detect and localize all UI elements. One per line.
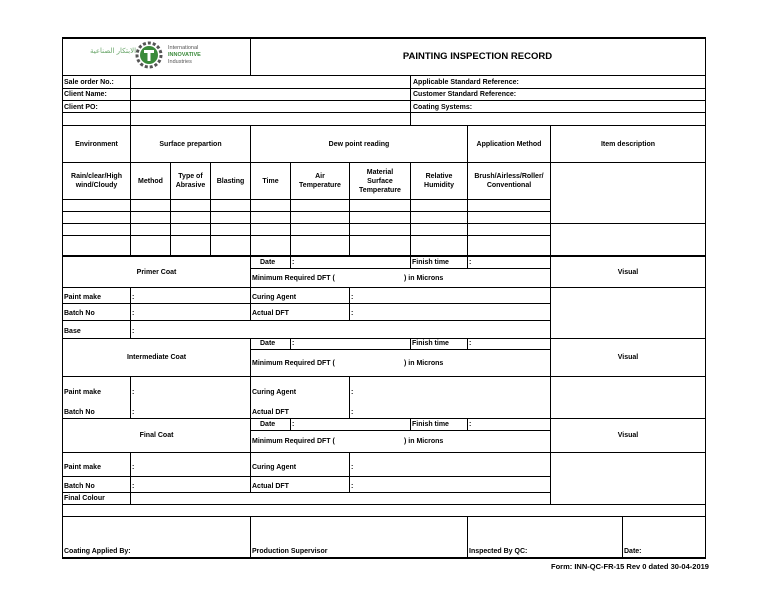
primer-batch-colon: :	[132, 310, 135, 317]
primer-curing-colon: :	[351, 294, 354, 301]
final-paint-make-label: Paint make	[64, 464, 101, 471]
surface-preparation-header: Surface prepartion	[159, 140, 222, 148]
application-method-header: Application Method	[476, 140, 542, 148]
logo-english-text	[168, 45, 201, 66]
intermediate-batch-no-label: Batch No	[64, 409, 95, 416]
final-colour-label: Final Colour	[64, 495, 105, 502]
primer-actual-colon: :	[351, 310, 354, 317]
application-type-column-header: Brush/Airless/Roller/ Conventional	[474, 173, 544, 189]
primer-coat-label: Primer Coat	[136, 268, 177, 276]
final-microns-label: ) in Microns	[404, 438, 444, 445]
air-temperature-column-header: Air Temperature	[299, 173, 341, 189]
intermediate-finish-colon: :	[469, 340, 472, 347]
gear-icon	[134, 40, 164, 70]
intermediate-microns-label: ) in Microns	[404, 360, 444, 367]
final-min-dft-label: Minimum Required DFT (	[252, 438, 335, 445]
final-curing-colon: :	[351, 464, 354, 471]
primer-date-colon: :	[292, 259, 295, 266]
final-finish-colon: :	[469, 421, 472, 428]
abrasive-column-header: Type of Abrasive	[175, 173, 206, 189]
intermediate-paint-make-colon: :	[132, 389, 135, 396]
company-logo	[90, 40, 240, 72]
client-name-label: Client Name:	[64, 91, 107, 98]
logo-line-1: International	[168, 45, 199, 51]
primer-base-label: Base	[64, 328, 81, 335]
final-coat-label: Final Coat	[139, 432, 174, 439]
intermediate-actual-colon: :	[351, 409, 354, 416]
final-date-label: Date	[260, 421, 276, 428]
client-po-label: Client PO:	[64, 104, 98, 111]
primer-visual-label: Visual	[617, 268, 639, 276]
primer-actual-dft-label: Actual DFT	[252, 310, 289, 317]
intermediate-date-label: Date	[260, 340, 276, 347]
intermediate-actual-dft-label: Actual DFT	[252, 409, 289, 416]
primer-finish-colon: :	[469, 259, 472, 266]
inspected-by-label: Inspected By QC:	[469, 548, 528, 555]
primer-base-colon: :	[132, 328, 135, 335]
logo-arabic-text: الابتكار الصناعية	[90, 47, 137, 55]
intermediate-finish-time-label: Finish time	[412, 340, 449, 347]
coating-systems-label: Coating Systems:	[413, 104, 473, 111]
final-paint-make-colon: :	[132, 464, 135, 471]
signature-date-label: Date:	[624, 548, 642, 555]
final-batch-colon: :	[132, 483, 135, 490]
intermediate-paint-make-label: Paint make	[64, 389, 101, 396]
method-column-header: Method	[138, 177, 163, 185]
production-supervisor-label: Production Supervisor	[252, 548, 328, 555]
intermediate-date-colon: :	[292, 340, 295, 347]
intermediate-curing-agent-label: Curing Agent	[252, 389, 297, 396]
intermediate-curing-colon: :	[351, 389, 354, 396]
intermediate-batch-colon: :	[132, 409, 135, 416]
intermediate-coat-label: Intermediate Coat	[126, 354, 187, 361]
primer-batch-no-label: Batch No	[64, 310, 95, 317]
final-date-colon: :	[292, 421, 295, 428]
primer-finish-time-label: Finish time	[412, 259, 449, 266]
blasting-column-header: Blasting	[216, 177, 245, 185]
sale-order-label: Sale order No.:	[64, 79, 114, 86]
final-actual-dft-label: Actual DFT	[252, 483, 289, 490]
applicable-standard-label: Applicable Standard Reference:	[413, 79, 519, 86]
form-reference: Form: INN-QC-FR-15 Rev 0 dated 30-04-2019	[551, 562, 709, 571]
coating-applied-by-label: Coating Applied By:	[64, 548, 131, 555]
environment-header: Environment	[75, 140, 118, 148]
weather-column-header: Rain/clear/High wind/Cloudy	[71, 173, 122, 189]
intermediate-min-dft-label: Minimum Required DFT (	[252, 360, 335, 367]
primer-curing-agent-label: Curing Agent	[252, 294, 297, 301]
humidity-column-header: Relative Humidity	[424, 173, 454, 189]
surface-temperature-column-header: Material Surface Temperature	[359, 168, 401, 194]
primer-paint-make-colon: :	[132, 294, 135, 301]
primer-date-label: Date	[260, 259, 276, 266]
primer-microns-label: ) in Microns	[404, 275, 444, 282]
final-batch-no-label: Batch No	[64, 483, 95, 490]
final-visual-label: Visual	[617, 432, 639, 439]
final-actual-colon: :	[351, 483, 354, 490]
logo-line-2: INNOVATIVE	[168, 52, 201, 58]
logo-line-3: Industries	[168, 59, 192, 65]
primer-min-dft-label: Minimum Required DFT (	[252, 275, 335, 282]
item-description-header: Item description	[600, 140, 656, 148]
final-curing-agent-label: Curing Agent	[252, 464, 297, 471]
intermediate-visual-label: Visual	[617, 354, 639, 361]
final-finish-time-label: Finish time	[412, 421, 449, 428]
dew-point-header: Dew point reading	[328, 140, 390, 148]
customer-standard-label: Customer Standard Reference:	[413, 91, 517, 98]
page-title: PAINTING INSPECTION RECORD	[402, 50, 553, 62]
time-column-header: Time	[262, 177, 279, 185]
primer-paint-make-label: Paint make	[64, 294, 101, 301]
